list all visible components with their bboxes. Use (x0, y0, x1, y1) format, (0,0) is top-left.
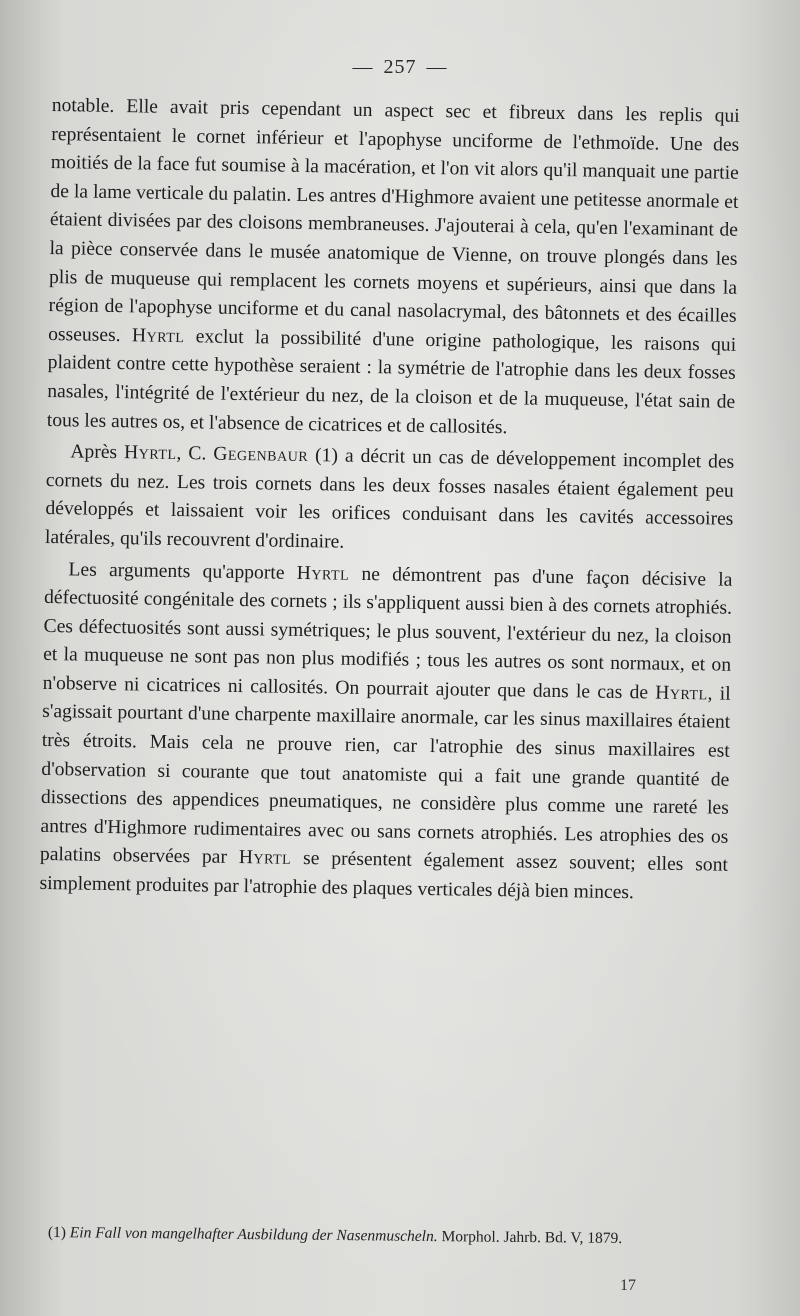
body-text (39, 92, 740, 909)
page-header (0, 56, 800, 79)
paragraph-1-continuation: exclut la possibilité d'une origine pathologique, les raisons qui plaident contre cette hypothèse seraient : la symétrie de l'atrophie dans les deux fosses nasales, l'intégrité de l'extérieur du nez, de la cloison et de la muqueuse, l'état sain de tous les autres os, et l'absence de cicatrices et de callosités. (46, 325, 737, 438)
footnote-source: Morphol. Jahrb. Bd. V, 1879. (437, 1228, 623, 1248)
footnote-marker: (1) (47, 1223, 70, 1242)
header-dash-right: — (426, 56, 448, 78)
page-number: 257 (383, 56, 417, 78)
paragraph-3-text-1: ne démontrent pas d'une façon décisive la défectuosité congénitale des cornets ; ils s'appliquent aussi bien à des cornets atrophiés. Ces défectuosités sont aussi symétriques; le plus souvent, l'extérieur du nez, la cloison et la muqueuse ne sont pas non plus modifiés ; tous les autres os sont normaux, et on n'observe ni cicatrices ni callosités. On pourrait ajouter que dans le cas de (42, 563, 733, 704)
paragraph-2-sep: , C. (176, 443, 214, 465)
author-name: Hyrtl (131, 325, 185, 347)
header-dash-left: — (352, 56, 374, 78)
signature-mark: 17 (620, 1277, 636, 1294)
paragraph-3-text-2: , il s'agissait pourtant d'une charpente maxillaire anormale, car les sinus maxillaires étaient très étroits. Mais cela ne prouve rien, car l'atrophie des sinus maxillaires est d'observation si courante que tout anatomiste qui a fait une grande quantité de dissections des appendices pneumatiques, ne considère plus comme une rareté les antres d'Highmore rudimentaires avec ou sans cornets atrophiés. Les atrophies des os palatins observées par (39, 683, 731, 869)
footnote (48, 1222, 738, 1251)
author-name: Hyrtl (238, 847, 292, 870)
paragraph-3-text-3: se présentent également assez souvent; elles sont simplement produites par l'atrophie des plaques verticales déjà bien minces. (39, 848, 729, 904)
paragraph-1-text: notable. Elle avait pris cependant un aspect sec et fibreux dans les replis qui représentaient le cornet inférieur et l'apophyse unciforme de l'ethmoïde. Une des moitiés de la face fut soumise à la macération, et l'on vit alors qu'il manquait une partie de la lame verticale du palatin. Les antres d'Highmore avaient une petitesse anormale et étaient divisées par des cloisons membraneuses. J'ajouterai à cela, qu'en l'examinant de la pièce conservée dans le musée anatomique de Vienne, on trouve plongés dans les plis de muqueuse qui remplacent les cornets moyens et supérieurs, ainsi que dans la région de l'apophyse unciforme et du canal nasolacrymal, des bâtonnets et des écailles osseuses. (48, 94, 740, 346)
author-name: Gegenbaur (213, 443, 309, 467)
author-name: Hyrtl (655, 682, 708, 705)
paragraph-2 (45, 438, 735, 563)
author-name: Hyrtl (296, 562, 350, 585)
paragraph-2-text: (1) a décrit un cas de développement incomplet des cornets du nez. Les trois cornets dans les deux fosses nasales étaient également peu développés et laissaient voir les orifices conduisant dans les cavités accessoires latérales, qu'ils recouvrent d'ordinaire. (44, 445, 735, 553)
paragraph-2-lead: Après (70, 441, 125, 464)
paragraph-3-lead: Les arguments qu'apporte (68, 558, 297, 584)
paragraph-1 (47, 92, 740, 446)
author-name: Hyrtl (123, 442, 177, 465)
footnote-title: Ein Fall von mangelhafter Ausbildung der Nasenmuscheln. (69, 1224, 438, 1246)
paragraph-3 (39, 555, 732, 909)
